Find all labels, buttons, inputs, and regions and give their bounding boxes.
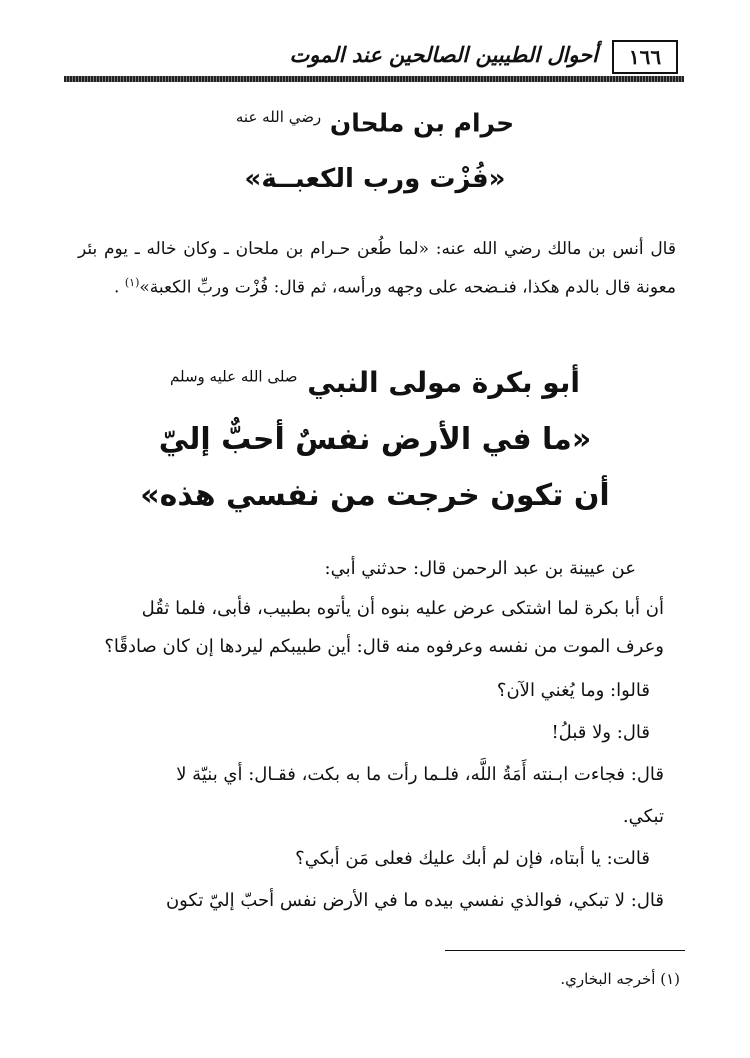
section2-line-9: قال: لا تبكي، فوالذي نفسي بيده ما في الأرض نفس أحبّ إليّ تكون — [165, 890, 664, 911]
footnote-ref: (١) — [124, 276, 140, 289]
section2-quote-line2: أن تكون خرجت من نفسي هذه» — [140, 478, 610, 513]
section2-line-2: أن أبا بكرة لما اشتكى عرض عليه بنوه أن يأتوه بطبيب، فأبى، فلما ثقُل — [141, 598, 664, 619]
footnote: (١) أخرجه البخاري. — [560, 970, 680, 988]
section1-heading — [0, 108, 750, 137]
section2-heading — [0, 366, 750, 399]
section2-quote-line1: «ما في الأرض نفسٌ أحبٌّ إليّ — [158, 422, 592, 457]
section2-line-6: قال: فجاءت ابـنته أَمَةُ اللَّه، فلـما رأت ما به بكت، فقـال: أي بنيّة لا — [176, 764, 664, 785]
section2-line-4: قالوا: وما يُغني الآن؟ — [496, 680, 650, 701]
section2-line-1: عن عيينة بن عبد الرحمن قال: حدثني أبي: — [324, 558, 636, 579]
section1-name: حرام بن ملحان — [329, 108, 515, 138]
section1-body-text: قال أنس بن مالك رضي الله عنه: «لما طُعن حـرام بن ملحان ـ وكان خاله ـ يوم بئر معونة قال بالدم هكذا، فنـضحه على وجهه ورأسه، ثم قال: فُزْت وربِّ الكعبة» — [78, 239, 676, 298]
section2-line-5: قال: ولا قبلُ! — [551, 722, 650, 743]
section2-line-7: تبكي. — [622, 806, 664, 827]
section2-line-3: وعرف الموت من نفسه وعرفوه منه قال: أين طبيبكم ليردها إن كان صادقًا؟ — [104, 636, 664, 657]
running-title: أحوال الطيبين الصالحين عند الموت — [289, 42, 598, 67]
section2-name: أبو بكرة مولى النبي — [307, 366, 580, 399]
page-header — [64, 38, 684, 82]
section1-quote-title: «فُزْت ورب الكعبــة» — [244, 164, 506, 194]
footnote-rule — [445, 950, 685, 951]
section1-body — [78, 232, 676, 305]
section1-body-end: . — [114, 277, 120, 298]
header-rule — [64, 76, 684, 82]
section1-honorific: رضي الله عنه — [235, 108, 322, 126]
page-number: ١٦٦ — [612, 40, 678, 74]
section2-line-8: قالت: يا أبتاه، فإن لم أبك عليك فعلى مَن أبكي؟ — [295, 848, 650, 869]
section2-honorific: صلى الله عليه وسلم — [170, 367, 298, 386]
